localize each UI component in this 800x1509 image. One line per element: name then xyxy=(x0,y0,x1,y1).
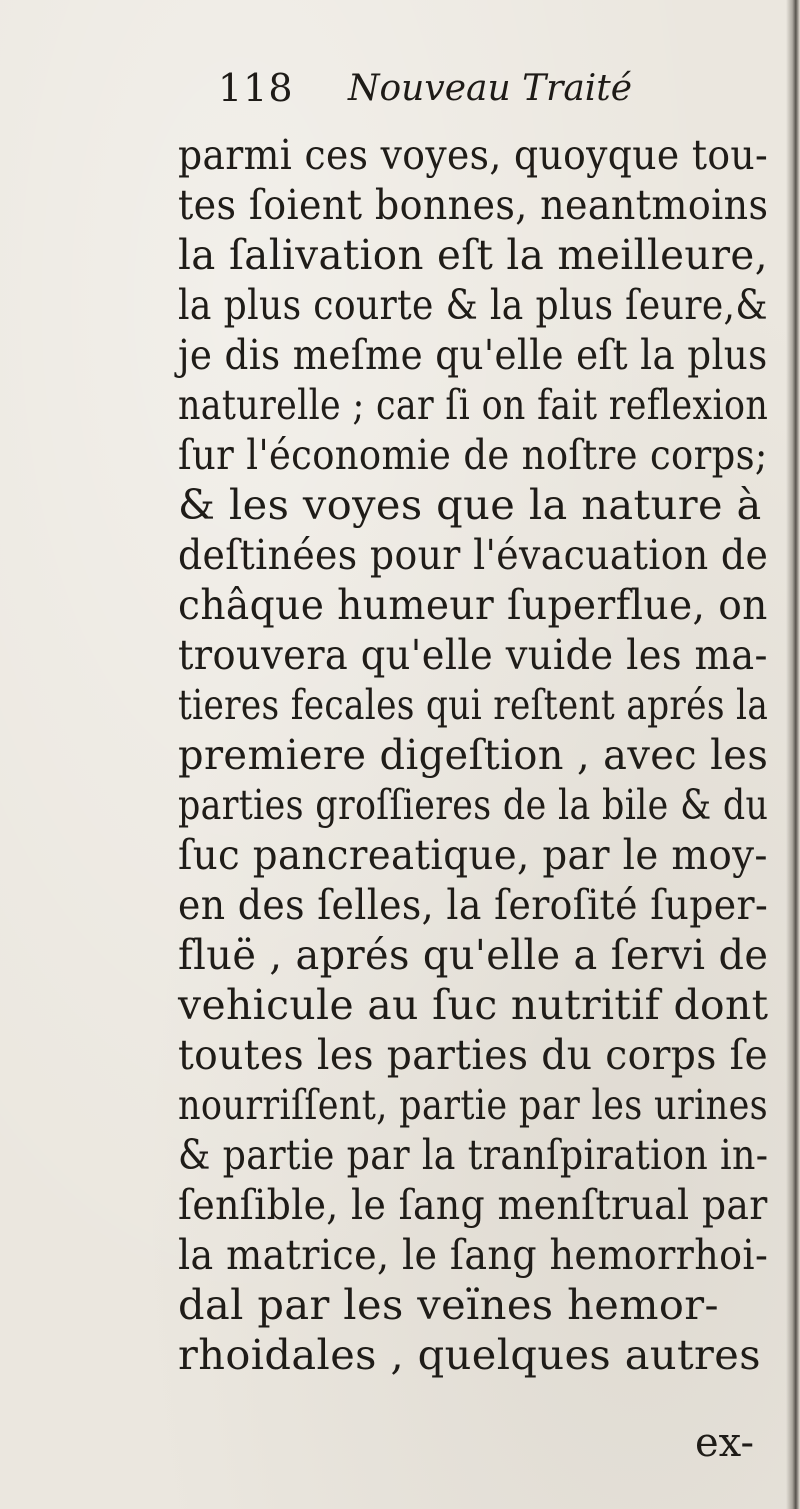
page-number: 118 xyxy=(218,66,294,110)
text-line: je dis meſme qu'elle eſt la plus xyxy=(178,330,768,379)
text-line: naturelle ; car ſi on fait reflexion xyxy=(178,380,769,429)
text-line: parties groſſieres de la bile & du xyxy=(178,780,769,829)
text-line: rhoidales , quelques autres xyxy=(178,1330,761,1379)
text-line: nourriſſent, partie par les urines xyxy=(178,1080,769,1129)
text-line: la plus courte & la plus ſeure,& xyxy=(178,280,768,329)
text-line: ſur l'économie de noſtre corps; xyxy=(178,430,768,479)
catchword: ex- xyxy=(695,1420,755,1466)
text-line: ſenſible, le ſang menſtrual par xyxy=(178,1180,768,1229)
text-line: ſuc pancreatique, par le moy- xyxy=(178,830,768,879)
text-line: premiere digeſtion , avec les xyxy=(178,730,769,779)
running-title: Nouveau Traité xyxy=(348,68,633,109)
text-line: trouvera qu'elle vuide les ma- xyxy=(178,630,768,679)
text-line: châque humeur ſuperflue, on xyxy=(178,580,768,629)
text-line: vehicule au ſuc nutritif dont xyxy=(178,980,769,1029)
text-line: fluë , aprés qu'elle a ſervi de xyxy=(178,930,769,979)
text-line: tieres fecales qui reſtent aprés la xyxy=(178,680,769,729)
text-line: en des ſelles, la ſeroſité ſuper- xyxy=(178,880,769,929)
text-line: toutes les parties du corps ſe xyxy=(178,1030,769,1079)
text-line: tes ſoient bonnes, neantmoins xyxy=(178,180,769,229)
running-head xyxy=(218,62,738,122)
page-edge-shadow xyxy=(786,0,800,1509)
text-line: deſtinées pour l'évacuation de xyxy=(178,530,769,579)
text-line: & partie par la tranſpiration in- xyxy=(178,1130,769,1179)
text-line: dal par les veïnes hemor- xyxy=(178,1280,719,1329)
text-line: la ſalivation eſt la meilleure, xyxy=(178,230,768,279)
text-line: parmi ces voyes, quoyque tou- xyxy=(178,130,769,179)
text-line: la matrice, le ſang hemorrhoi- xyxy=(178,1230,769,1279)
text-line: & les voyes que la nature à xyxy=(178,480,762,529)
